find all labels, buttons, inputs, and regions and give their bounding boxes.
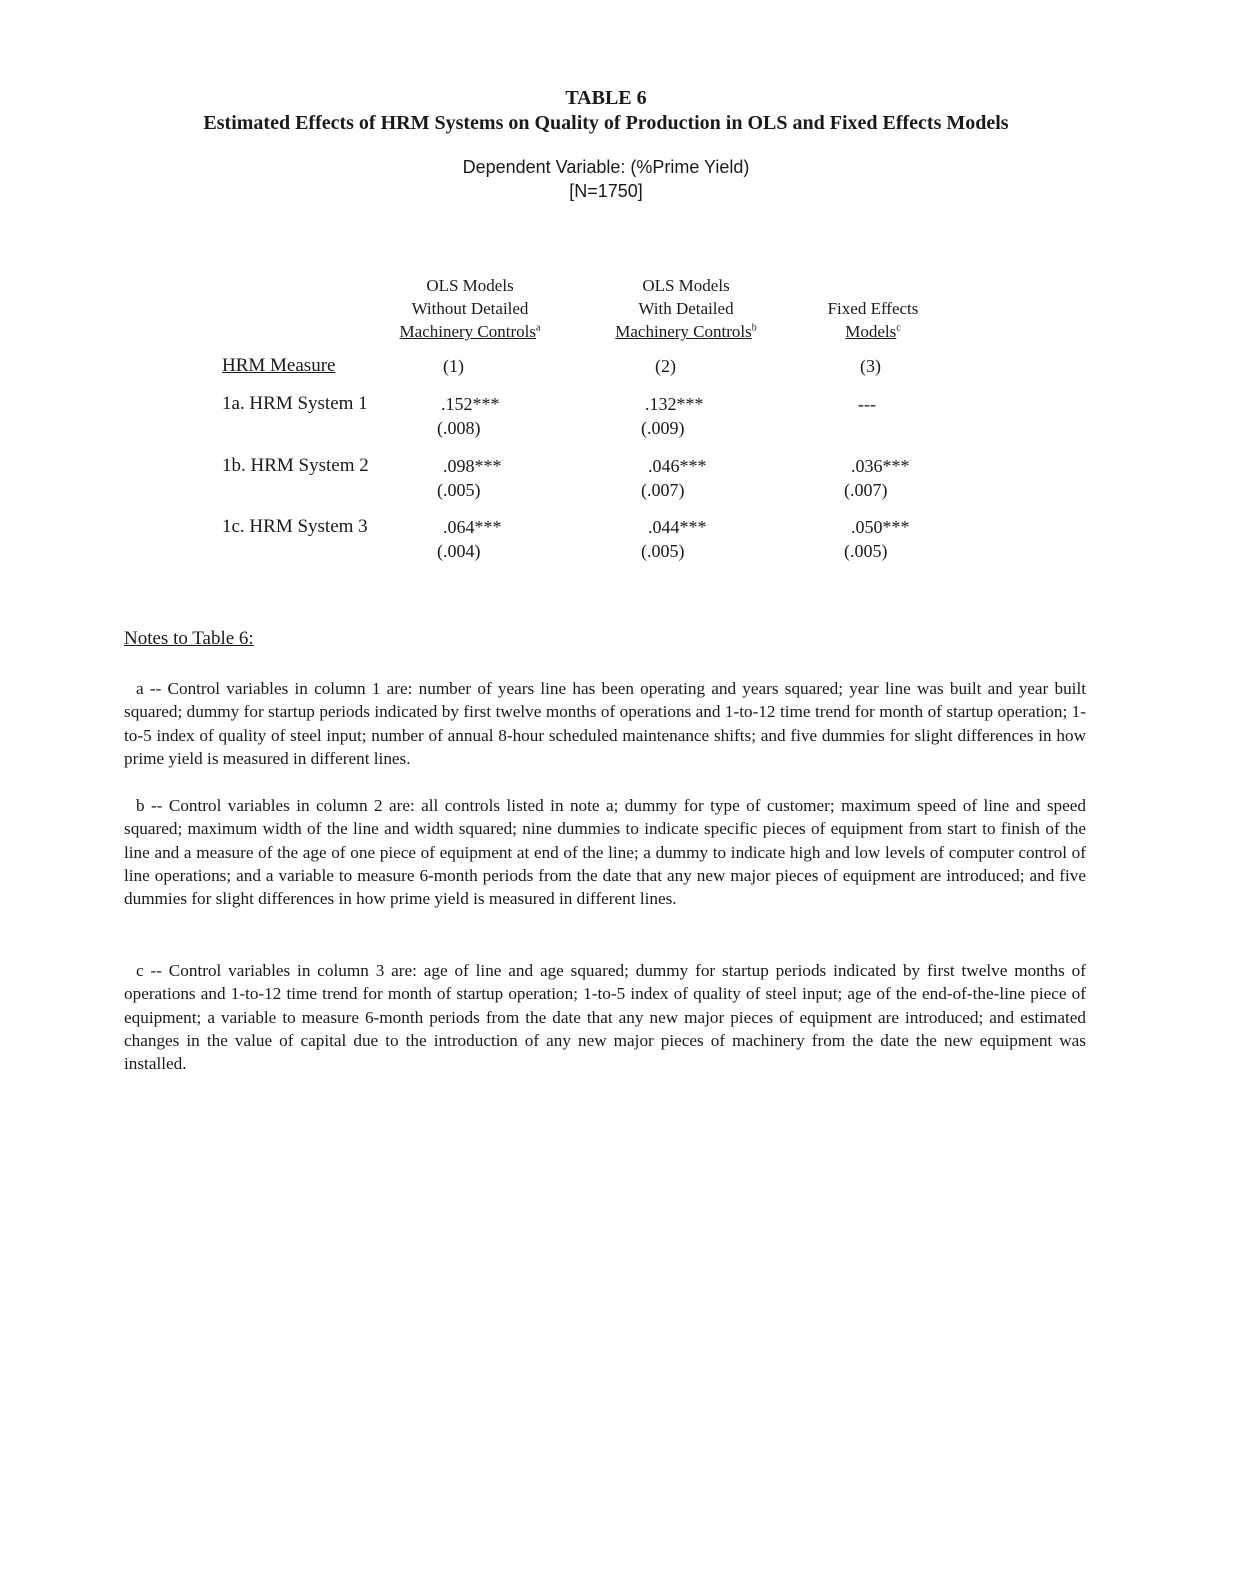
- column-header-1-line3-wrap: [380, 320, 560, 343]
- column-number-2: (2): [655, 356, 676, 376]
- column-header-3: [803, 274, 943, 343]
- note-b-text: b -- Control variables in column 2 are: all controls listed in note a; dummy for type of customer; maximum speed of line and speed squared; maximum width of the line and width squared; nine dummies to indicate specific pieces of equipment from start to finish of the line and a measure of the age of one piece of equipment at end of the line; a dummy to indicate high and low levels of computer control of line operations; and a variable to measure 6-month periods from the date that any new major pieces of equipment are introduced; and five dummies for slight differences in how prime yield is measured in different lines.: [124, 796, 1086, 909]
- column-header-2-line1: OLS Models: [642, 276, 730, 295]
- se-system3-col1: (.004): [437, 541, 481, 561]
- column-header-2-line2: With Detailed: [638, 299, 734, 318]
- column-header-2: [596, 274, 776, 343]
- coef-system3-col1: .064***: [443, 517, 502, 537]
- column-number-3: (3): [860, 356, 881, 376]
- table-title: TABLE 6: [565, 87, 647, 109]
- se-system1-col2: (.009): [641, 418, 685, 438]
- row-label-system-2: 1b. HRM System 2: [222, 455, 369, 476]
- row-header: HRM Measure: [222, 355, 336, 376]
- note-b: [124, 794, 1086, 910]
- coef-system2-col1: .098***: [443, 456, 502, 476]
- column-header-3-line3: Models: [845, 322, 897, 341]
- sample-size-label: [N=1750]: [569, 181, 643, 201]
- column-header-2-footnote-mark: b: [751, 322, 757, 334]
- table-subtitle: Estimated Effects of HRM Systems on Quality of Production in OLS and Fixed Effects Models: [203, 112, 1009, 134]
- column-number-1: (1): [443, 356, 464, 376]
- row-label-system-1: 1a. HRM System 1: [222, 393, 368, 414]
- column-header-2-line3: Machinery Controls: [615, 322, 752, 341]
- note-c-text: c -- Control variables in column 3 are: age of line and age squared; dummy for startup periods indicated by first twelve months of operations and 1-to-12 time trend for month of startup operation; 1-to-5 index of quality of steel input; age of the end-of-the-line piece of equipment; a variable to measure 6-month periods from the date that any new major pieces of equipment are introduced; and estimated changes in the value of capital due to the introduction of any new major pieces of machinery from the date the new equipment was installed.: [124, 961, 1086, 1074]
- coef-system1-col2: .132***: [645, 394, 704, 414]
- coef-system2-col2: .046***: [648, 456, 707, 476]
- se-system1-col1: (.008): [437, 418, 481, 438]
- column-header-3-footnote-mark: c: [896, 322, 901, 334]
- column-header-3-line2: Fixed Effects: [827, 299, 919, 318]
- se-system2-col3: (.007): [844, 480, 888, 500]
- note-a-text: a -- Control variables in column 1 are: number of years line has been operating and years squared; year line was built and year built squared; dummy for startup periods indicated by first twelve months of operations and 1-to-12 time trend for month of startup operation; 1-to-5 index of quality of steel input; number of annual 8-hour scheduled maintenance shifts; and five dummies for slight differences in how prime yield is measured in different lines.: [124, 679, 1086, 768]
- coef-system2-col3: .036***: [851, 456, 910, 476]
- column-header-3-line1: [803, 274, 943, 297]
- column-header-1: [380, 274, 560, 343]
- column-header-1-line2: Without Detailed: [411, 299, 529, 318]
- note-a: [124, 677, 1086, 770]
- coef-system3-col2: .044***: [648, 517, 707, 537]
- coef-system1-col1: .152***: [441, 394, 500, 414]
- se-system2-col2: (.007): [641, 480, 685, 500]
- coef-system3-col3: .050***: [851, 517, 910, 537]
- column-header-2-line3-wrap: [596, 320, 776, 343]
- column-header-3-line3-wrap: [803, 320, 943, 343]
- notes-heading: Notes to Table 6:: [124, 628, 254, 649]
- note-c: [124, 959, 1086, 1075]
- column-header-1-line1: OLS Models: [426, 276, 514, 295]
- se-system3-col2: (.005): [641, 541, 685, 561]
- column-header-1-footnote-mark: a: [536, 322, 541, 334]
- se-system3-col3: (.005): [844, 541, 888, 561]
- column-header-1-line3: Machinery Controls: [399, 322, 536, 341]
- se-system2-col1: (.005): [437, 480, 481, 500]
- coef-system1-col3: ---: [858, 394, 876, 414]
- row-label-system-3: 1c. HRM System 3: [222, 516, 368, 537]
- dependent-variable-label: Dependent Variable: (%Prime Yield): [462, 157, 750, 177]
